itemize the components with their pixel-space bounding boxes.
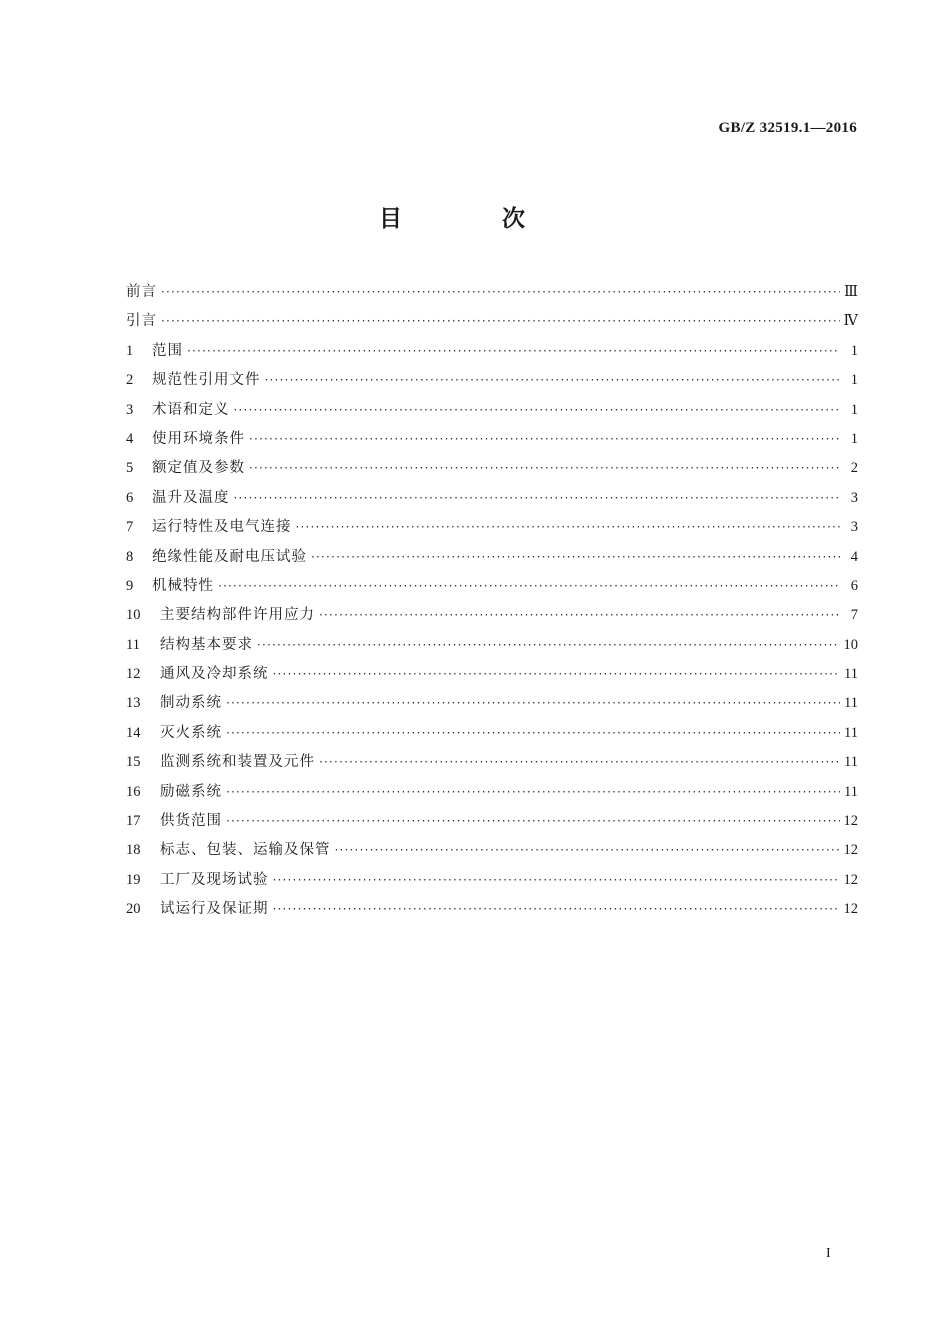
toc-entry-page: 1: [850, 372, 858, 389]
toc-dot-leader: [226, 726, 840, 740]
toc-entry-number: 1: [126, 342, 134, 359]
toc-entry-label: 监测系统和装置及元件: [160, 754, 315, 771]
toc-dot-leader: [319, 755, 840, 769]
toc-entry-label: 主要结构部件许用应力: [160, 607, 315, 624]
toc-entry[interactable]: [126, 309, 858, 338]
toc-dot-leader: [161, 285, 840, 299]
toc-entry[interactable]: [126, 339, 858, 368]
toc-entry[interactable]: [126, 603, 858, 632]
toc-entry[interactable]: [126, 809, 858, 838]
toc-entry-label: 工厂及现场试验: [160, 871, 269, 888]
toc-entry-label: 术语和定义: [152, 401, 230, 418]
toc-entry-label: 绝缘性能及耐电压试验: [152, 548, 307, 565]
toc-dot-leader: [249, 461, 840, 475]
toc-dot-leader: [161, 314, 840, 328]
toc-entry-label: 范围: [152, 342, 183, 359]
page-title: 目 次: [378, 206, 571, 232]
toc-entry-page: 11: [844, 754, 858, 771]
toc-entry-page: 3: [850, 519, 858, 536]
toc-entry[interactable]: [126, 486, 858, 515]
toc-entry-label: 前言: [126, 284, 157, 300]
toc-entry[interactable]: [126, 780, 858, 809]
toc-entry[interactable]: [126, 280, 858, 309]
toc-entry[interactable]: [126, 427, 858, 456]
toc-entry-label: 制动系统: [160, 695, 222, 712]
toc-entry-number: 13: [126, 695, 141, 712]
toc-entry-page: Ⅲ: [844, 284, 858, 300]
toc-entry[interactable]: [126, 662, 858, 691]
toc-dot-leader: [311, 550, 840, 564]
toc-entry-page: 12: [843, 842, 858, 859]
toc-entry-page: 1: [850, 430, 858, 447]
toc-entry-page: 11: [844, 695, 858, 712]
toc-dot-leader: [265, 373, 841, 387]
toc-entry-number: 19: [126, 871, 141, 888]
toc-dot-leader: [226, 814, 840, 828]
toc-entry-label: 机械特性: [152, 577, 214, 594]
toc-entry-label: 规范性引用文件: [152, 372, 261, 389]
toc-dot-leader: [296, 520, 841, 534]
toc-dot-leader: [273, 667, 841, 681]
toc-entry-page: 11: [844, 724, 858, 741]
toc-entry-page: 12: [843, 871, 858, 888]
toc-entry-label: 灭火系统: [160, 724, 222, 741]
page-number: I: [826, 1246, 831, 1261]
toc-dot-leader: [187, 344, 840, 358]
toc-entry[interactable]: [126, 633, 858, 662]
toc-entry-number: 17: [126, 813, 141, 830]
toc-entry[interactable]: [126, 456, 858, 485]
toc-entry[interactable]: [126, 721, 858, 750]
toc-entry-number: 3: [126, 401, 134, 418]
toc-entry-number: 7: [126, 519, 134, 536]
toc-entry[interactable]: [126, 838, 858, 867]
toc-entry[interactable]: [126, 574, 858, 603]
toc-entry-label: 引言: [126, 313, 157, 330]
toc-entry-page: 4: [850, 548, 858, 565]
toc-dot-leader: [273, 902, 840, 916]
toc-entry-page: 11: [844, 783, 858, 800]
toc-entry-number: 10: [126, 607, 141, 624]
toc-entry-page: 12: [843, 813, 858, 830]
toc-dot-leader: [249, 432, 840, 446]
toc-entry-number: 8: [126, 548, 134, 565]
toc-entry-label: 励磁系统: [160, 783, 222, 800]
toc-dot-leader: [273, 873, 840, 887]
toc-entry-page: Ⅳ: [843, 313, 858, 330]
toc-dot-leader: [234, 403, 841, 417]
toc-entry-label: 温升及温度: [152, 489, 230, 506]
toc-entry-page: 7: [850, 607, 858, 624]
toc-dot-leader: [218, 579, 840, 593]
toc-entry-page: 1: [850, 401, 858, 418]
toc-entry-label: 额定值及参数: [152, 460, 245, 477]
toc-entry-number: 20: [126, 901, 141, 918]
toc-entry-label: 运行特性及电气连接: [152, 519, 292, 536]
toc-dot-leader: [335, 843, 840, 857]
toc-entry-number: 6: [126, 489, 134, 506]
toc-entry-page: 1: [850, 342, 858, 359]
toc-entry-label: 供货范围: [160, 813, 222, 830]
toc-dot-leader: [226, 696, 840, 710]
toc-entry[interactable]: [126, 545, 858, 574]
toc-entry[interactable]: [126, 897, 858, 926]
toc-entry-number: 5: [126, 460, 134, 477]
toc-dot-leader: [226, 785, 840, 799]
toc-entry-label: 试运行及保证期: [160, 901, 269, 918]
toc-entry-page: 2: [850, 460, 858, 477]
toc-entry[interactable]: [126, 868, 858, 897]
toc-entry-number: 4: [126, 430, 134, 447]
toc-entry-number: 9: [126, 577, 134, 594]
toc-entry-page: 3: [850, 489, 858, 506]
toc-entry[interactable]: [126, 368, 858, 397]
toc-entry-number: 11: [126, 636, 140, 653]
toc-entry-label: 使用环境条件: [152, 430, 245, 447]
toc-dot-leader: [319, 608, 840, 622]
toc-dot-leader: [234, 491, 841, 505]
toc-entry-page: 6: [850, 577, 858, 594]
toc-entry-label: 结构基本要求: [160, 636, 253, 653]
toc-entry[interactable]: [126, 750, 858, 779]
toc-entry-number: 12: [126, 666, 141, 683]
toc-entry-number: 18: [126, 842, 141, 859]
toc-entry-page: 10: [843, 636, 858, 653]
toc-entry[interactable]: [126, 515, 858, 544]
toc-entry-number: 16: [126, 783, 141, 800]
toc-entry-page: 11: [844, 666, 858, 683]
toc-entry-label: 通风及冷却系统: [160, 666, 269, 683]
toc-entry-label: 标志、包装、运输及保管: [160, 842, 331, 859]
toc-entry-number: 14: [126, 724, 141, 741]
table-of-contents: [126, 280, 858, 927]
toc-entry[interactable]: [126, 691, 858, 720]
toc-entry-number: 15: [126, 754, 141, 771]
toc-entry[interactable]: [126, 398, 858, 427]
toc-entry-page: 12: [843, 901, 858, 918]
toc-dot-leader: [257, 638, 840, 652]
toc-entry-number: 2: [126, 372, 134, 389]
standard-code: GB/Z 32519.1—2016: [718, 120, 857, 136]
